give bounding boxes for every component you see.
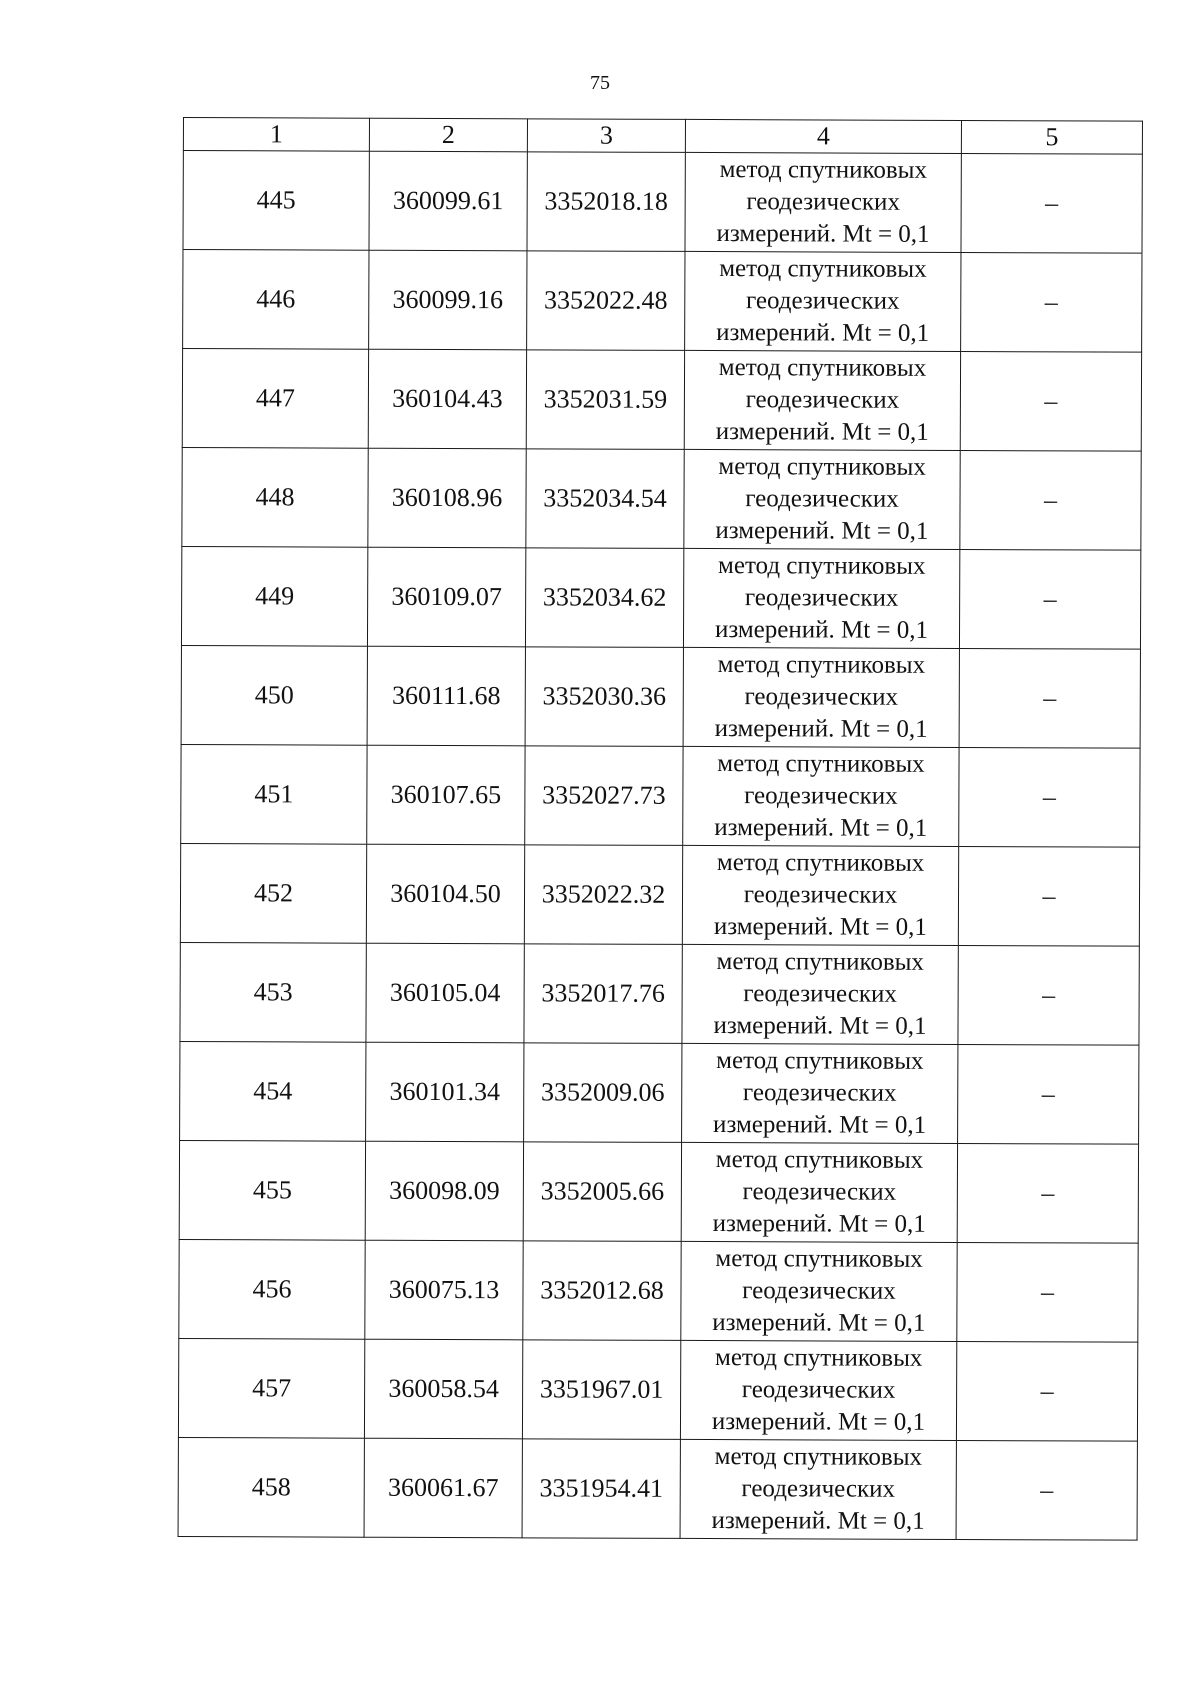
point-number-cell: 458 [178,1437,364,1537]
y-coordinate-cell: 3352022.32 [524,845,682,945]
point-number-cell: 456 [179,1239,365,1339]
method-cell [682,1043,958,1143]
method-text-line: измерений. Mt = 0,1 [711,1507,925,1535]
y-coordinate-cell: 3352005.66 [523,1142,681,1242]
table-row [180,942,1139,1045]
point-number-cell: 450 [181,645,367,745]
method-text-line: метод спутниковых [718,354,927,382]
note-cell: – [958,945,1139,1045]
method-text-line: метод спутниковых [718,552,926,580]
point-number-cell: 453 [180,942,366,1042]
x-coordinate-cell: 360109.07 [367,547,525,647]
y-coordinate-cell: 3352034.62 [525,548,683,648]
method-cell [685,251,961,351]
y-coordinate-cell: 3352031.59 [526,350,684,450]
method-text-line: метод спутниковых [719,156,928,184]
y-coordinate-cell: 3352017.76 [524,944,682,1044]
y-coordinate-cell: 3352018.18 [527,152,685,252]
x-coordinate-cell: 360107.65 [367,745,525,845]
method-cell [683,746,959,846]
x-coordinate-cell: 360101.34 [366,1042,524,1142]
x-coordinate-cell: 360105.04 [366,943,524,1043]
method-text-line: геодезических [742,1277,896,1305]
note-cell: – [961,153,1142,253]
method-text-line: геодезических [745,386,900,414]
x-coordinate-cell: 360058.54 [364,1339,522,1439]
note-cell: – [958,846,1139,946]
y-coordinate-cell: 3351967.01 [522,1340,680,1440]
y-coordinate-cell: 3352012.68 [523,1241,681,1341]
method-cell [683,548,959,648]
point-number-cell: 455 [179,1140,365,1240]
table-header-row [183,118,1142,155]
point-number-cell: 446 [183,250,369,350]
method-text-line: метод спутниковых [719,255,927,283]
method-text-line: измерений. Mt = 0,1 [714,715,928,743]
table-row [181,744,1140,847]
method-text-line: геодезических [741,1376,896,1404]
table-row [179,1140,1138,1243]
coordinates-table [178,117,1143,1541]
method-text-line: метод спутниковых [714,1443,923,1471]
method-text-line: метод спутниковых [715,1245,923,1273]
method-text-line: метод спутниковых [716,849,925,877]
method-text-line: метод спутниковых [716,1047,924,1075]
method-cell [680,1340,956,1440]
method-cell [680,1439,956,1539]
method-text-line: измерений. Mt = 0,1 [712,1309,926,1337]
note-cell: – [961,252,1142,352]
method-text-line: геодезических [745,485,899,513]
note-cell: – [956,1341,1137,1441]
table-row [178,1437,1137,1540]
table-row [182,447,1141,550]
x-coordinate-cell: 360104.50 [366,844,524,944]
method-text-line: измерений. Mt = 0,1 [716,319,930,347]
method-text-line: геодезических [742,1079,897,1107]
method-text-line: геодезических [743,881,898,909]
y-coordinate-cell: 3352009.06 [524,1043,682,1143]
note-cell: – [957,1242,1138,1342]
point-number-cell: 447 [182,349,368,449]
method-text-line: измерений. Mt = 0,1 [713,1111,927,1139]
method-cell [681,1241,957,1341]
method-text-line: геодезических [742,1178,897,1206]
column-header-3: 3 [527,119,685,153]
point-number-cell: 445 [183,151,369,251]
method-text-line: измерений. Mt = 0,1 [714,814,928,842]
column-header-4: 4 [685,119,961,153]
note-cell: – [960,450,1141,550]
table-body [178,151,1142,1541]
table-row [180,843,1139,946]
method-text-line: метод спутниковых [714,1344,923,1372]
method-cell [681,1142,957,1242]
y-coordinate-cell: 3352027.73 [525,746,683,846]
method-cell [683,647,959,747]
method-text-line: измерений. Mt = 0,1 [711,1408,926,1436]
page-number: 75 [590,72,610,94]
method-text-line: геодезических [746,188,901,216]
note-cell: – [960,351,1141,451]
method-text-line: геодезических [745,287,900,315]
table-row [178,1338,1137,1441]
point-number-cell: 454 [180,1041,366,1141]
method-text-line: измерений. Mt = 0,1 [713,1012,927,1040]
method-text-line: измерений. Mt = 0,1 [714,616,929,644]
column-header-5: 5 [961,120,1142,154]
x-coordinate-cell: 360098.09 [365,1141,523,1241]
table-row [179,1239,1138,1342]
x-coordinate-cell: 360111.68 [367,646,525,746]
method-text-line: измерений. Mt = 0,1 [715,418,929,446]
x-coordinate-cell: 360104.43 [368,349,526,449]
point-number-cell: 451 [181,744,367,844]
point-number-cell: 449 [181,546,367,646]
x-coordinate-cell: 360099.61 [369,151,527,251]
note-cell: – [956,1440,1137,1540]
table-row [183,151,1142,254]
table-row [183,250,1142,353]
x-coordinate-cell: 360099.16 [369,250,527,350]
x-coordinate-cell: 360061.67 [364,1438,522,1538]
method-cell [684,449,960,549]
y-coordinate-cell: 3352030.36 [525,647,683,747]
point-number-cell: 448 [182,447,368,547]
method-cell [684,350,960,450]
method-cell [682,845,958,945]
method-text-line: метод спутниковых [717,750,925,778]
x-coordinate-cell: 360108.96 [368,448,526,548]
table-row [181,546,1140,649]
method-text-line: метод спутниковых [715,1146,924,1174]
y-coordinate-cell: 3352034.54 [526,449,684,549]
table-row [182,349,1141,452]
table-row [181,645,1140,748]
method-text-line: метод спутниковых [717,651,926,679]
table-row [180,1041,1139,1144]
method-text-line: геодезических [744,782,898,810]
method-text-line: измерений. Mt = 0,1 [712,1210,926,1238]
point-number-cell: 452 [180,843,366,943]
y-coordinate-cell: 3352022.48 [527,251,685,351]
method-cell [682,944,958,1044]
note-cell: – [958,1044,1139,1144]
method-text-line: измерений. Mt = 0,1 [716,220,930,248]
note-cell: – [959,648,1140,748]
x-coordinate-cell: 360075.13 [365,1240,523,1340]
note-cell: – [959,549,1140,649]
method-text-line: измерений. Mt = 0,1 [715,517,929,545]
method-text-line: измерений. Mt = 0,1 [713,913,927,941]
note-cell: – [959,747,1140,847]
method-text-line: метод спутниковых [716,948,925,976]
method-text-line: геодезических [743,980,897,1008]
method-text-line: геодезических [741,1475,896,1503]
method-text-line: геодезических [744,584,899,612]
method-cell [685,152,961,252]
point-number-cell: 457 [178,1338,364,1438]
method-text-line: метод спутниковых [718,453,926,481]
method-text-line: геодезических [744,683,899,711]
y-coordinate-cell: 3351954.41 [522,1439,680,1539]
column-header-2: 2 [369,118,527,152]
column-header-1: 1 [183,118,369,152]
note-cell: – [957,1143,1138,1243]
